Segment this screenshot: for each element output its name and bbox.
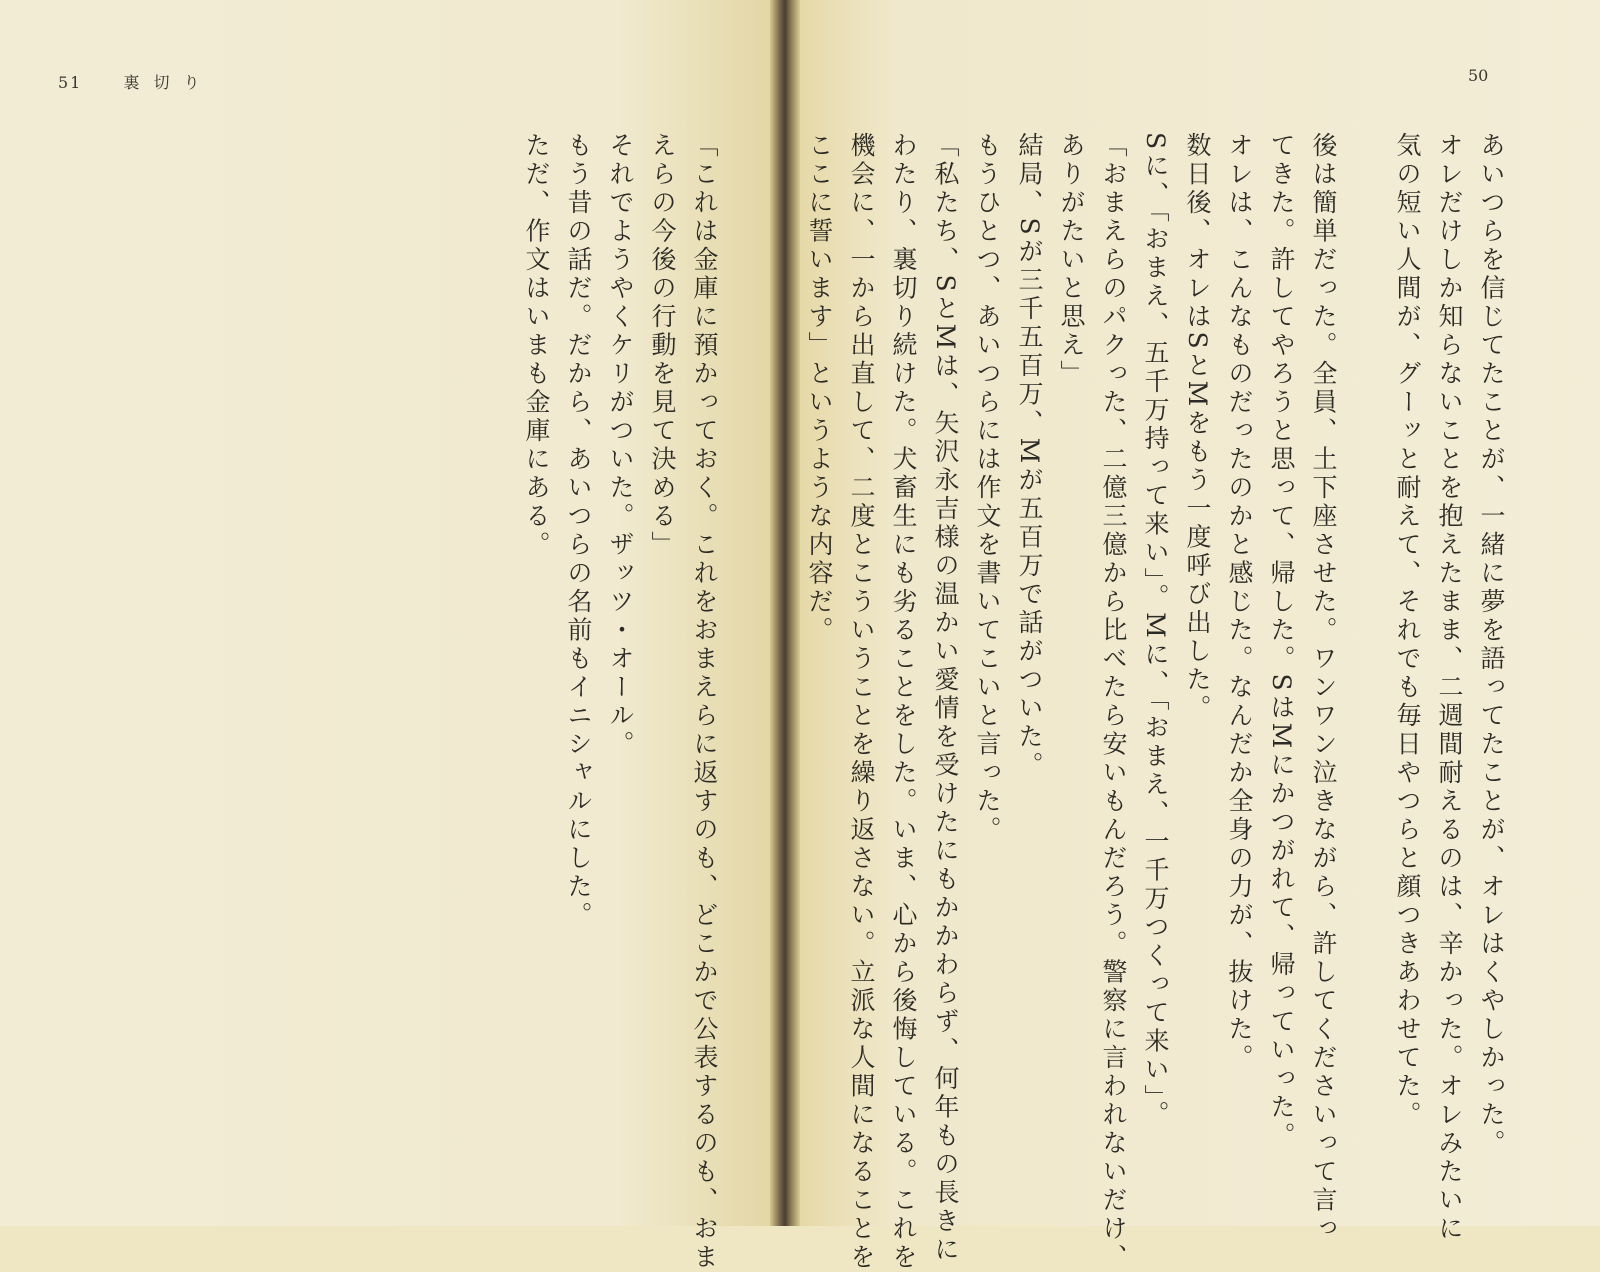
running-title: 裏切り xyxy=(123,73,214,92)
left-page-number: 51 xyxy=(58,73,83,92)
text-line: 「これは金庫に預かっておく。これをおまえらに返すのも、どこかで公表するのも、おま xyxy=(690,132,719,1272)
text-line: ただ、作文はいまも金庫にある。 xyxy=(522,132,551,560)
text-line: オレだけしか知らないことを抱えたまま、二週間耐えるのは、辛かった。オレみたいに xyxy=(1435,132,1464,1244)
text-line: もう昔の話だ。だから、あいつらの名前もイニシャルにした。 xyxy=(564,132,593,930)
text-line: あいつらを信じてたことが、一緒に夢を語ってたことが、オレはくやしかった。 xyxy=(1477,132,1506,1158)
text-line: ここに誓います」というような内容だ。 xyxy=(805,132,834,645)
text-line: Sに、「おまえ、五千万持って来い」。Mに、「おまえ、一千万つくって来い」。 xyxy=(1141,132,1170,1130)
text-line: 結局、Sが三千五百万、Mが五百万で話がついた。 xyxy=(1015,132,1044,781)
text-line: えらの今後の行動を見て決める」 xyxy=(648,132,677,560)
text-line: 気の短い人間が、グーッと耐えて、それでも毎日やつらと顔つきあわせてた。 xyxy=(1393,132,1422,1130)
right-page-text xyxy=(805,132,1512,1272)
text-line: それでようやくケリがついた。ザッツ・オール。 xyxy=(606,132,635,759)
paragraph-break xyxy=(1344,132,1386,1192)
left-page-header xyxy=(58,70,213,93)
text-line: ありがたいと思え」 xyxy=(1057,132,1086,389)
text-line: オレは、こんなものだったのかと感じた。なんだか全身の力が、抜けた。 xyxy=(1225,132,1254,1073)
text-line: てきた。許してやろうと思って、帰した。SはMにかつがれて、帰っていった。 xyxy=(1267,132,1296,1151)
right-page-number: 50 xyxy=(1468,66,1489,85)
left-page-text xyxy=(515,132,725,1272)
text-line: 機会に、一から出直して、二度とこういうことを繰り返さない。立派な人間になることを xyxy=(847,132,876,1272)
text-line: 後は簡単だった。全員、土下座させた。ワンワン泣きながら、許してくださいって言っ xyxy=(1309,132,1338,1244)
text-line: 「私たち、SとMは、矢沢永吉様の温かい愛情を受けたにもかかわらず、何年もの長きに xyxy=(931,132,960,1265)
text-line: もうひとつ、あいつらには作文を書いてこいと言った。 xyxy=(973,132,1002,845)
book-gutter xyxy=(770,0,800,1226)
text-line: わたり、裏切り続けた。犬畜生にも劣ることをした。いま、心から後悔している。これを xyxy=(889,132,918,1272)
text-line: 数日後、オレはSとMをもう一度呼び出した。 xyxy=(1183,132,1212,724)
text-line: 「おまえらのパクった、二億三億から比べたら安いもんだろう。警察に言われないだけ、 xyxy=(1099,132,1128,1272)
